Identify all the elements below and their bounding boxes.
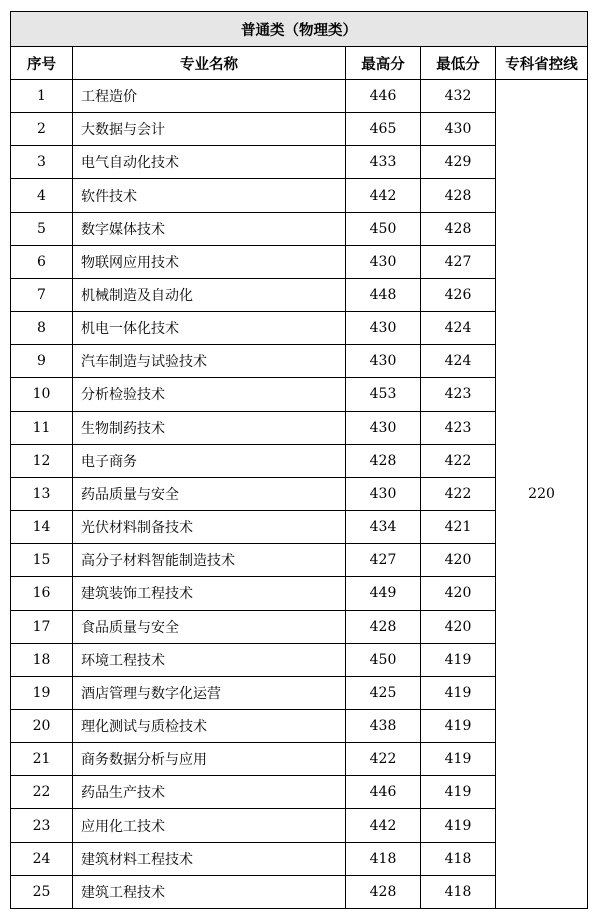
min-score: 424 (421, 312, 496, 345)
max-score: 450 (346, 212, 421, 245)
max-score: 430 (346, 477, 421, 510)
min-score: 419 (421, 676, 496, 709)
min-score: 423 (421, 378, 496, 411)
min-score: 421 (421, 511, 496, 544)
max-score: 430 (346, 312, 421, 345)
row-number: 2 (11, 113, 73, 146)
row-number: 3 (11, 146, 73, 179)
max-score: 428 (346, 610, 421, 643)
max-score: 446 (346, 776, 421, 809)
major-name: 光伏材料制备技术 (73, 511, 346, 544)
min-score: 423 (421, 411, 496, 444)
table-title: 普通类（物理类） (11, 12, 588, 47)
min-score: 418 (421, 875, 496, 908)
control-line-value: 220 (496, 80, 588, 909)
max-score: 434 (346, 511, 421, 544)
min-score: 419 (421, 809, 496, 842)
row-number: 19 (11, 676, 73, 709)
major-name: 物联网应用技术 (73, 245, 346, 278)
table-header-row (11, 47, 588, 80)
max-score: 446 (346, 80, 421, 113)
major-name: 工程造价 (73, 80, 346, 113)
min-score: 428 (421, 179, 496, 212)
max-score: 465 (346, 113, 421, 146)
min-score: 424 (421, 345, 496, 378)
row-number: 17 (11, 610, 73, 643)
admission-score-table (10, 11, 588, 909)
row-number: 12 (11, 444, 73, 477)
row-number: 25 (11, 875, 73, 908)
row-number: 13 (11, 477, 73, 510)
header-major: 专业名称 (73, 47, 346, 80)
major-name: 建筑工程技术 (73, 875, 346, 908)
row-number: 11 (11, 411, 73, 444)
major-name: 药品生产技术 (73, 776, 346, 809)
min-score: 419 (421, 709, 496, 742)
row-number: 1 (11, 80, 73, 113)
max-score: 438 (346, 709, 421, 742)
max-score: 427 (346, 544, 421, 577)
max-score: 430 (346, 411, 421, 444)
major-name: 电气自动化技术 (73, 146, 346, 179)
row-number: 4 (11, 179, 73, 212)
max-score: 433 (346, 146, 421, 179)
min-score: 418 (421, 842, 496, 875)
major-name: 建筑装饰工程技术 (73, 577, 346, 610)
major-name: 商务数据分析与应用 (73, 743, 346, 776)
row-number: 14 (11, 511, 73, 544)
min-score: 420 (421, 610, 496, 643)
row-number: 16 (11, 577, 73, 610)
max-score: 448 (346, 278, 421, 311)
header-control-line: 专科省控线 (496, 47, 588, 80)
header-max-score: 最高分 (346, 47, 421, 80)
max-score: 450 (346, 643, 421, 676)
major-name: 应用化工技术 (73, 809, 346, 842)
min-score: 422 (421, 444, 496, 477)
max-score: 453 (346, 378, 421, 411)
major-name: 机电一体化技术 (73, 312, 346, 345)
max-score: 430 (346, 245, 421, 278)
row-number: 22 (11, 776, 73, 809)
row-number: 7 (11, 278, 73, 311)
max-score: 422 (346, 743, 421, 776)
max-score: 442 (346, 809, 421, 842)
header-no: 序号 (11, 47, 73, 80)
min-score: 432 (421, 80, 496, 113)
min-score: 429 (421, 146, 496, 179)
row-number: 23 (11, 809, 73, 842)
max-score: 442 (346, 179, 421, 212)
row-number: 15 (11, 544, 73, 577)
major-name: 电子商务 (73, 444, 346, 477)
major-name: 汽车制造与试验技术 (73, 345, 346, 378)
min-score: 426 (421, 278, 496, 311)
row-number: 18 (11, 643, 73, 676)
major-name: 生物制药技术 (73, 411, 346, 444)
min-score: 428 (421, 212, 496, 245)
major-name: 大数据与会计 (73, 113, 346, 146)
major-name: 建筑材料工程技术 (73, 842, 346, 875)
min-score: 419 (421, 776, 496, 809)
min-score: 420 (421, 577, 496, 610)
max-score: 428 (346, 875, 421, 908)
max-score: 425 (346, 676, 421, 709)
major-name: 理化测试与质检技术 (73, 709, 346, 742)
row-number: 9 (11, 345, 73, 378)
row-number: 24 (11, 842, 73, 875)
header-min-score: 最低分 (421, 47, 496, 80)
row-number: 10 (11, 378, 73, 411)
max-score: 430 (346, 345, 421, 378)
min-score: 420 (421, 544, 496, 577)
major-name: 环境工程技术 (73, 643, 346, 676)
table-row (11, 80, 588, 113)
row-number: 8 (11, 312, 73, 345)
row-number: 6 (11, 245, 73, 278)
major-name: 机械制造及自动化 (73, 278, 346, 311)
min-score: 427 (421, 245, 496, 278)
max-score: 428 (346, 444, 421, 477)
major-name: 药品质量与安全 (73, 477, 346, 510)
major-name: 酒店管理与数字化运营 (73, 676, 346, 709)
min-score: 419 (421, 643, 496, 676)
row-number: 20 (11, 709, 73, 742)
row-number: 5 (11, 212, 73, 245)
major-name: 软件技术 (73, 179, 346, 212)
table-title-row (11, 12, 588, 47)
major-name: 食品质量与安全 (73, 610, 346, 643)
major-name: 分析检验技术 (73, 378, 346, 411)
major-name: 高分子材料智能制造技术 (73, 544, 346, 577)
min-score: 422 (421, 477, 496, 510)
max-score: 449 (346, 577, 421, 610)
major-name: 数字媒体技术 (73, 212, 346, 245)
row-number: 21 (11, 743, 73, 776)
min-score: 419 (421, 743, 496, 776)
max-score: 418 (346, 842, 421, 875)
min-score: 430 (421, 113, 496, 146)
table-body (11, 80, 588, 909)
